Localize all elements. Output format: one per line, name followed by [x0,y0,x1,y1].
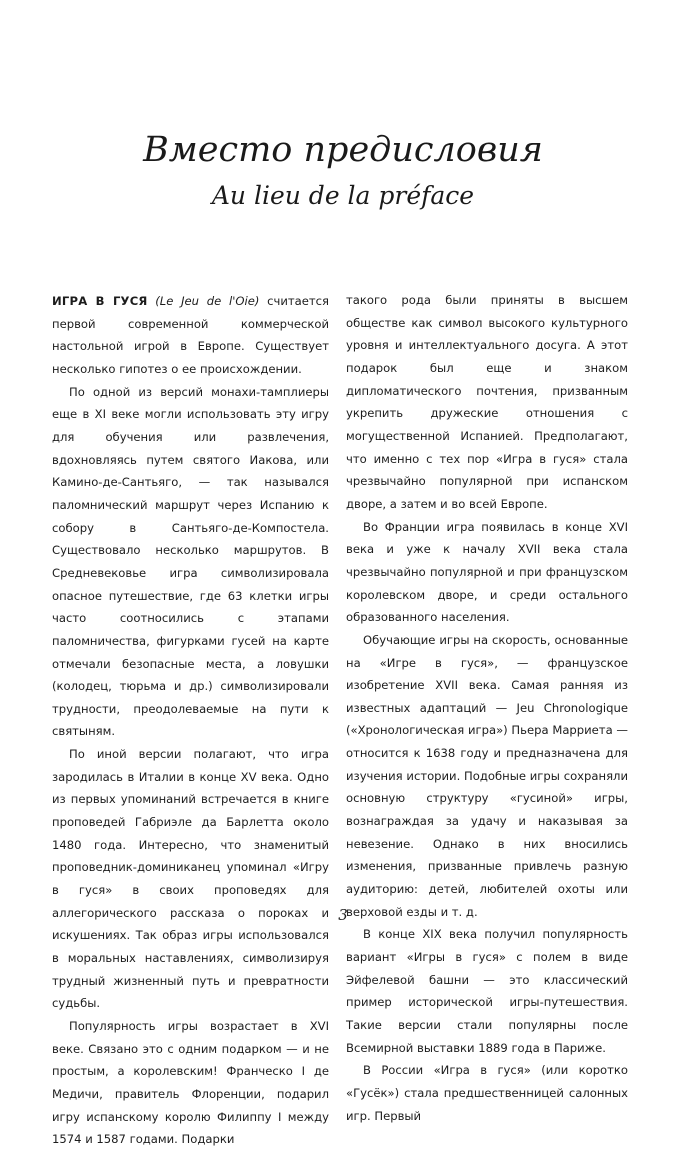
paragraph-russia: В России «Игра в гуся» (или коротко «Гусёк») стала предшественницей салонных игр. Первый [346,1063,628,1123]
paragraph-intro [52,290,329,381]
paragraph-spain: такого рода были приняты в высшем обществе как символ высокого культурного уровня и интеллектуального досуга. А этот подарок был еще и знаком дипломатического почтения, призванным укрепить дружеские отношения с могущественной Испанией. Предполагают, что именно с тех пор «Игра в гуся» стала чрезвычайно популярной при испанском дворе, а затем и во всей Европе. [346,293,628,511]
paragraph-intro-text: считается первой современной коммерческой настольной игрой в Европе. Существует несколько гипотез о ее происхождении. [52,294,329,376]
right-column [346,289,628,1127]
page-number: 3 [338,906,348,924]
lead-term: ИГРА В ГУСЯ [52,294,148,308]
chapter-subtitle: Au lieu de la préface [211,181,475,210]
paragraph-france: Во Франции игра появилась в конце XVI века и уже к началу XVII века стала чрезвычайно популярной и при французском королевском дворе, и среди остального образованного населения. [346,519,628,625]
chapter-title: Вместо предисловия [143,130,543,170]
paragraph-italy: По иной версии полагают, что игра зародилась в Италии в конце XV века. Одно из первых упоминаний встречается в книге проповедей Габриэле да Барлетта около 1480 года. Интересно, что знаменитый проповедник-доминиканец упоминал «Игру в гуся» в своих проповедях для аллегорического рассказа о пороках и искушениях. Так образ игры использовался в моральных наставлениях, символизируя трудный жизненный путь и превратности судьбы. [52,747,329,1011]
paragraph-medici: Популярность игры возрастает в XVI веке. Связано это с одним подарком — и не простым, а королевским! Франческо I де Медичи, правитель Флоренции, подарил игру испанскому королю Филиппу I между 1574 и 1587 годами. Подарки [52,1019,329,1147]
paragraph-eiffel: В конце XIX века получил популярность вариант «Игры в гуся» с полем в виде Эйфелевой башни — это классический пример исторической игры-путешествия. Такие версии стали популярны после Всемирной выставки 1889 года в Париже. [346,927,628,1055]
left-column [52,290,329,1151]
french-name: (Le Jeu de l'Oie) [155,294,260,308]
paragraph-templars: По одной из версий монахи-тамплиеры еще в XI веке могли использовать эту игру для обучения или развлечения, вдохновляясь путем святого Иакова, или Камино-де-Сантьяго, — так назывался паломнический маршрут через Испанию к собору в Сантьяго-де-Компостела. Существовало несколько маршрутов. В Средневековье игра символизировала опасное путешествие, где 63 клетки игры часто соотносились с этапами паломничества, фигурками гусей на карте отмечали безопасные места, а ловушки (колодец, тюрьма и др.) символизировали трудности, преодолеваемые на пути к святыням. [52,384,329,739]
paragraph-educational: Обучающие игры на скорость, основанные на «Игре в гуся», — французское изобретение XVII века. Самая ранняя из известных адаптаций — Jeu Chronologique («Хронологическая игра») Пьера Марриета — относится к 1638 году и предназначена для изучения истории. Подобные игры сохраняли основную структуру «гусиной» игры, вознаграждая за удачу и наказывая за невезение. Однако в них вносились изменения, призванные привлечь разную аудиторию: детей, любителей охоты или верховой езды и т. д. [346,632,628,919]
